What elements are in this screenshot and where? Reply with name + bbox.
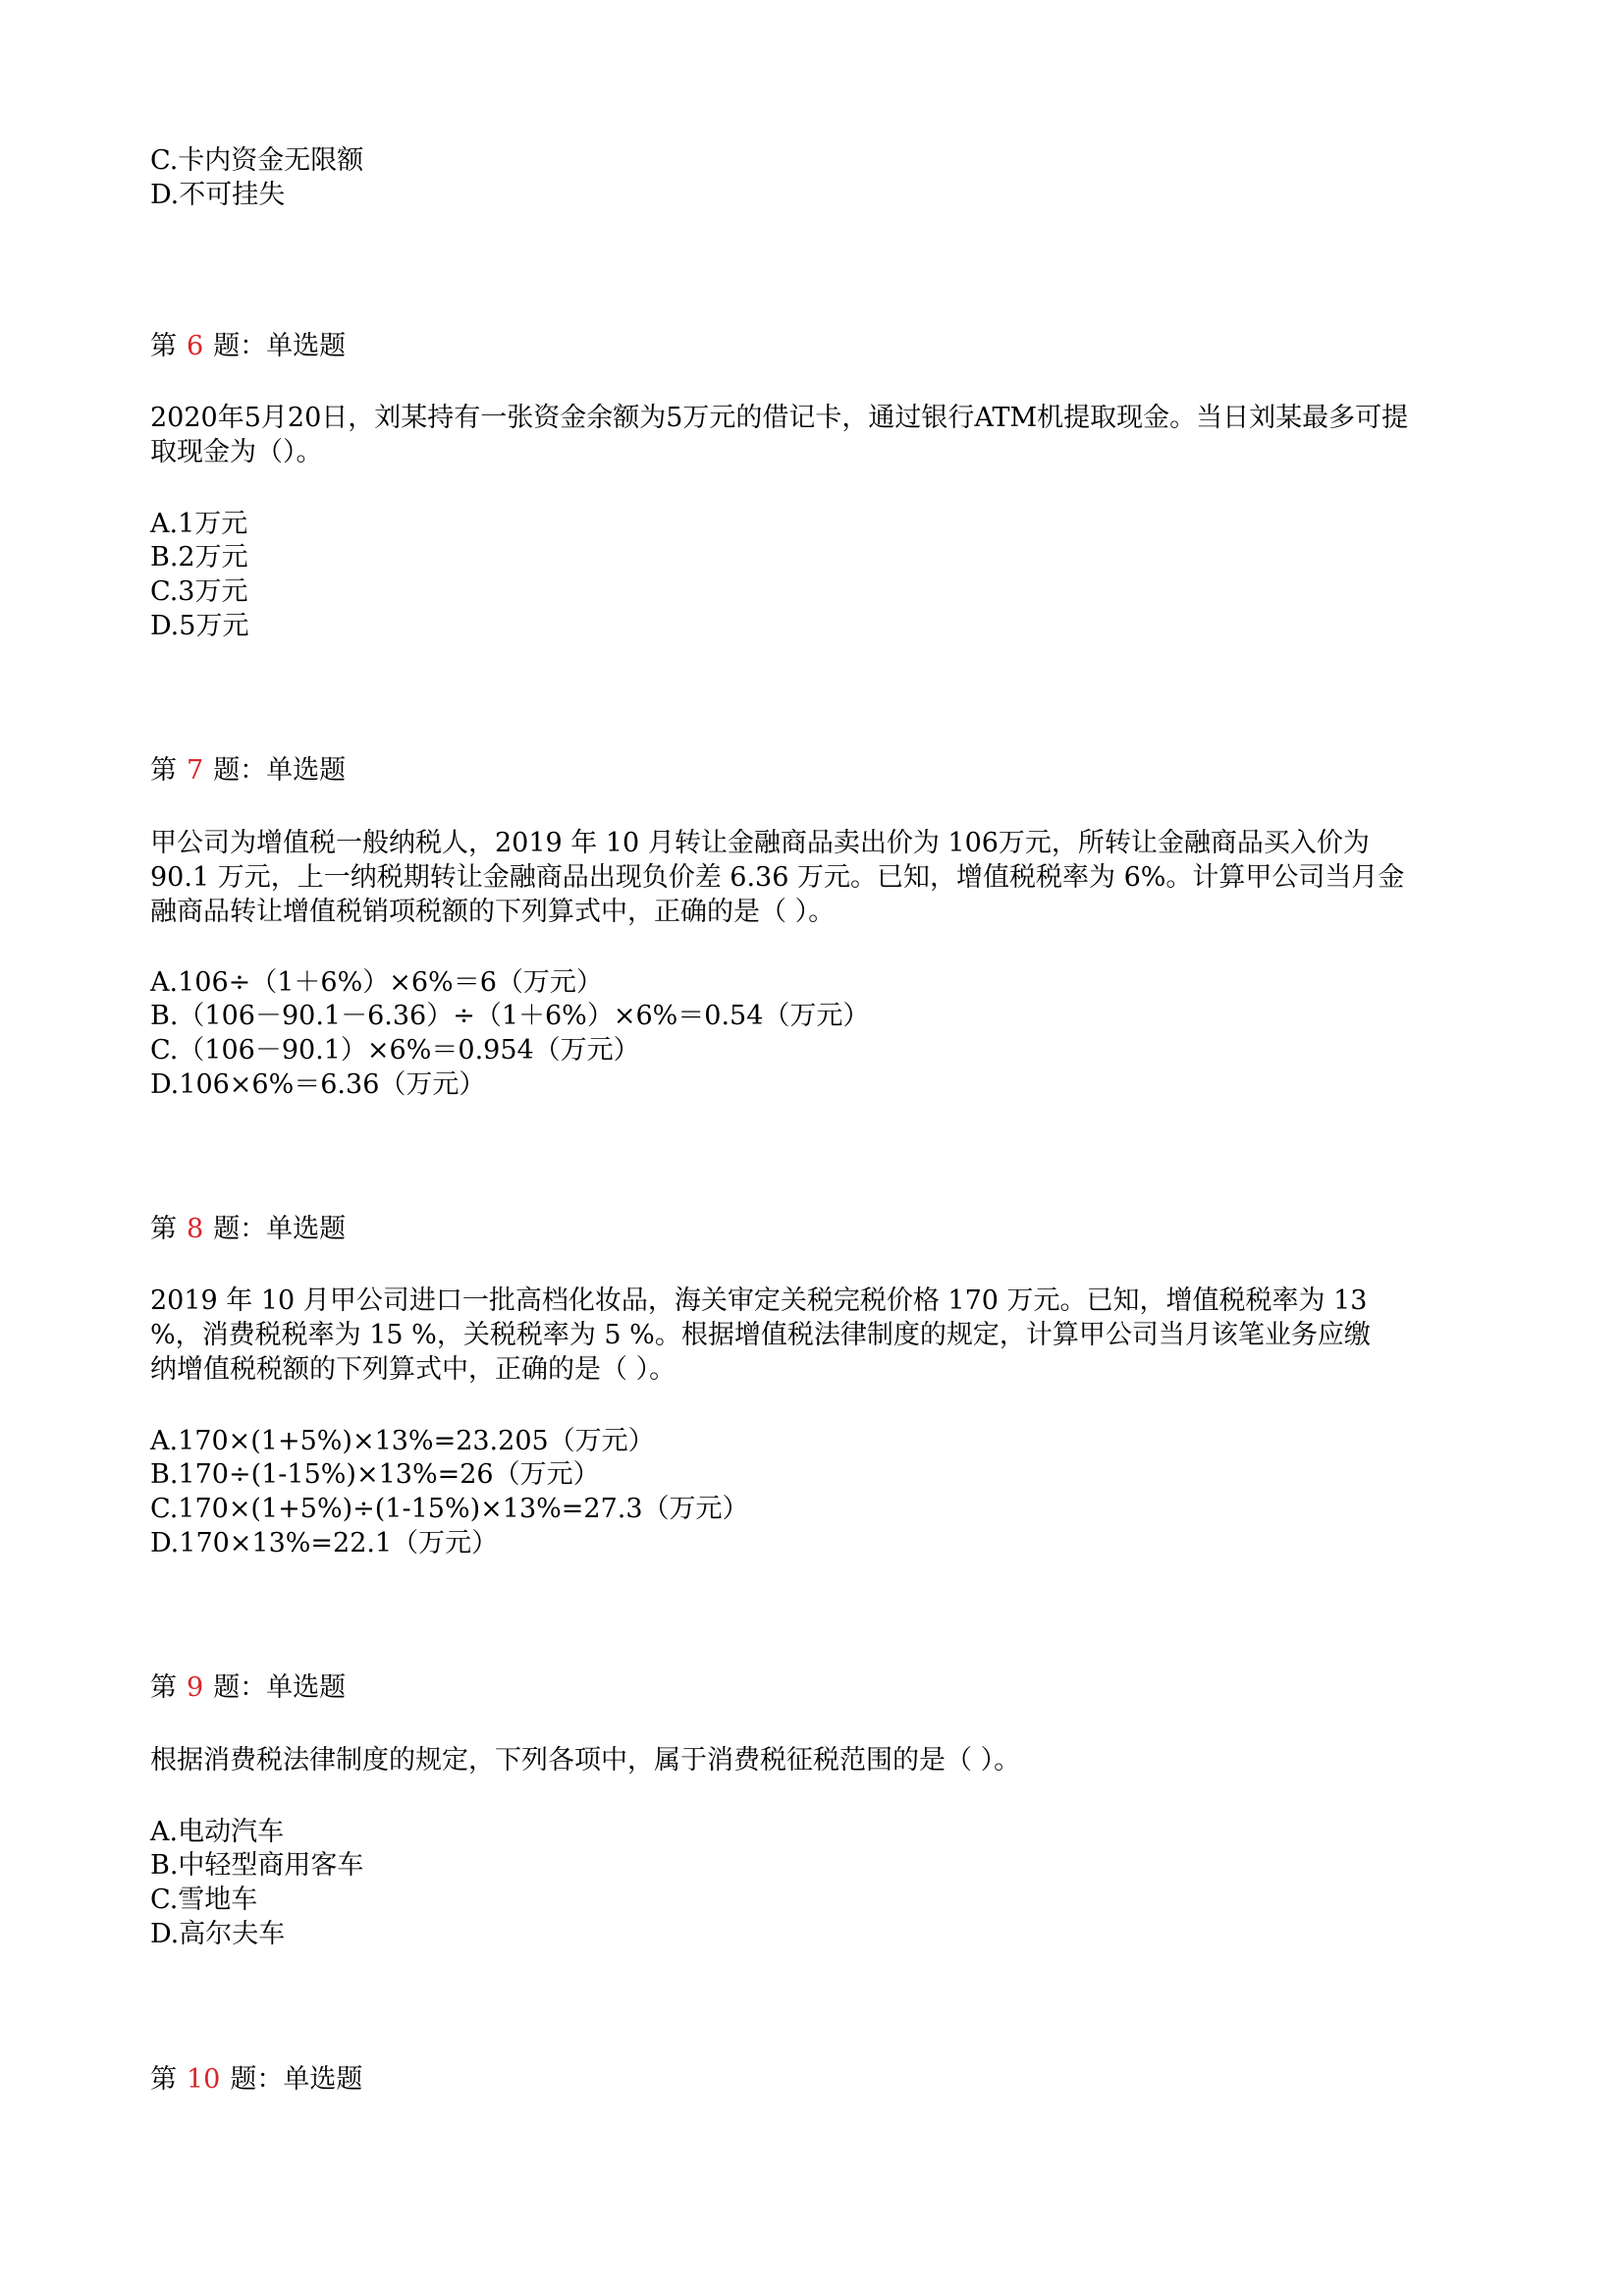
question-header [150, 2062, 362, 2097]
question-header [150, 753, 346, 788]
question-stem-line: 根据消费税法律制度的规定，下列各项中，属于消费税征税范围的是（ ）。 [150, 1745, 1021, 1776]
option-text: A.170×(1+5%)×13%=23.205（万元） [150, 1426, 655, 1456]
option-text: A.1万元 [150, 509, 248, 539]
question-stem-line: 融商品转让增值税销项税额的下列算式中，正确的是（ ）。 [150, 897, 836, 927]
question-prefix: 第 [150, 755, 177, 786]
option-text: A.106÷（1＋6%）×6%＝6（万元） [150, 967, 603, 998]
question-number: 9 [187, 1672, 204, 1703]
question-stem-line: 90.1 万元，上一纳税期转让金融商品出现负价差 6.36 万元。已知，增值税税率为 6%。计算甲公司当月金 [150, 862, 1405, 893]
question-header [150, 329, 346, 363]
question-header [150, 1670, 346, 1705]
question-type: 题：单选题 [213, 755, 347, 786]
option-text: D.5万元 [150, 611, 249, 641]
question-number: 8 [187, 1214, 204, 1244]
question-number: 10 [187, 2064, 221, 2095]
question-stem-line: 纳增值税税额的下列算式中，正确的是（ ）。 [150, 1354, 676, 1385]
question-type: 题：单选题 [230, 2064, 363, 2095]
option-text: B.170÷(1-15%)×13%=26（万元） [150, 1459, 600, 1490]
question-type: 题：单选题 [213, 1672, 347, 1703]
question-prefix: 第 [150, 2064, 177, 2095]
question-prefix: 第 [150, 1672, 177, 1703]
option-text: B.2万元 [150, 542, 248, 573]
option-text: C.卡内资金无限额 [150, 145, 364, 176]
question-prefix: 第 [150, 331, 177, 361]
option-text: A.电动汽车 [150, 1817, 285, 1847]
question-stem-line: 2019 年 10 月甲公司进口一批高档化妆品，海关审定关税完税价格 170 万元。已知，增值税税率为 13 [150, 1285, 1368, 1316]
question-type: 题：单选题 [213, 331, 347, 361]
question-prefix: 第 [150, 1214, 177, 1244]
question-header [150, 1212, 346, 1246]
question-type: 题：单选题 [213, 1214, 347, 1244]
question-number: 6 [187, 331, 204, 361]
question-stem-line: 取现金为（）。 [150, 437, 323, 467]
option-text: D.不可挂失 [150, 180, 286, 210]
question-number: 7 [187, 755, 204, 786]
option-text: C.170×(1+5%)÷(1-15%)×13%=27.3（万元） [150, 1494, 749, 1524]
option-text: C.雪地车 [150, 1885, 258, 1915]
option-text: C.3万元 [150, 576, 248, 607]
option-text: B.中轻型商用客车 [150, 1850, 364, 1881]
option-text: D.170×13%=22.1（万元） [150, 1528, 499, 1558]
option-text: D.106×6%＝6.36（万元） [150, 1069, 486, 1100]
question-stem-line: %，消费税税率为 15 %，关税税率为 5 %。根据增值税法律制度的规定，计算甲公司当月该笔业务应缴 [150, 1320, 1371, 1350]
question-stem-line: 甲公司为增值税一般纳税人，2019 年 10 月转让金融商品卖出价为 106万元，所转让金融商品买入价为 [150, 828, 1370, 858]
option-text: D.高尔夫车 [150, 1919, 286, 1949]
option-text: C.（106－90.1）×6%＝0.954（万元） [150, 1035, 640, 1066]
question-stem-line: 2020年5月20日，刘某持有一张资金余额为5万元的借记卡，通过银行ATM机提取现金。当日刘某最多可提 [150, 403, 1409, 433]
option-text: B.（106－90.1－6.36）÷（1＋6%）×6%＝0.54（万元） [150, 1001, 870, 1031]
